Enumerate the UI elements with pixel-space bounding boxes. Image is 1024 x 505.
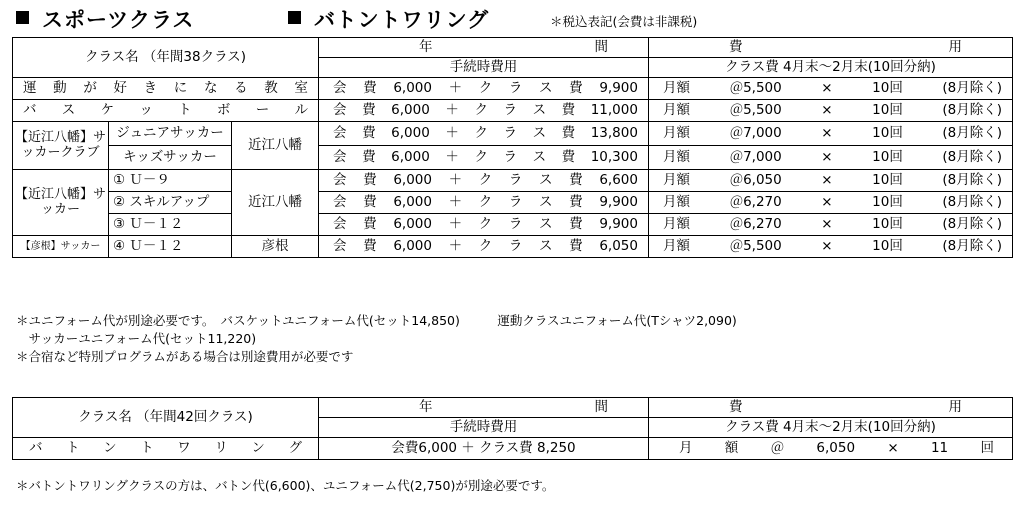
fee-part: 6,000 bbox=[393, 79, 432, 96]
monthly-part: (8月除く) bbox=[942, 215, 1002, 232]
monthly-part: (8月除く) bbox=[942, 124, 1002, 141]
fee-part: 6,050 bbox=[599, 237, 638, 254]
monthly-part: 月 bbox=[679, 439, 693, 456]
fee-part: 費 bbox=[362, 101, 376, 118]
monthly-part: 回 bbox=[980, 439, 994, 456]
class-name bbox=[13, 438, 319, 460]
class-name-char: る bbox=[234, 79, 248, 96]
monthly-part: 月額 bbox=[663, 148, 691, 165]
class-name bbox=[13, 78, 319, 100]
fee-cell bbox=[319, 214, 649, 236]
page-header bbox=[14, 4, 1014, 34]
fee-part: 会 bbox=[333, 215, 347, 232]
fee-cell bbox=[319, 100, 649, 122]
fee-part: 10,300 bbox=[590, 148, 638, 165]
fee-cell bbox=[319, 78, 649, 100]
fee-part: ス bbox=[539, 171, 553, 188]
monthly-cell bbox=[649, 192, 1013, 214]
fee-part: ク bbox=[478, 171, 493, 188]
fee-part: 費 bbox=[569, 171, 583, 188]
monthly-part: 10回 bbox=[872, 171, 903, 188]
monthly-part: ＠6,270 bbox=[729, 193, 782, 210]
fee-part: ＋ bbox=[445, 148, 459, 165]
sports-notes bbox=[16, 312, 737, 366]
monthly-cell bbox=[649, 78, 1013, 100]
monthly-part: × bbox=[821, 79, 833, 96]
class-name-char: ッ bbox=[139, 101, 153, 118]
monthly-part: (8月除く) bbox=[942, 237, 1002, 254]
class-name-char: ボ bbox=[216, 101, 231, 118]
monthly-part: ＠5,500 bbox=[729, 237, 782, 254]
fee-part: 会 bbox=[333, 193, 347, 210]
baton-fee-table bbox=[12, 397, 1013, 460]
monthly-part: × bbox=[821, 101, 833, 118]
table-row bbox=[13, 100, 1013, 122]
table-row bbox=[13, 170, 1013, 192]
fee-part: ス bbox=[539, 237, 553, 254]
fee-part: ク bbox=[478, 215, 493, 232]
monthly-part: (8月除く) bbox=[942, 148, 1002, 165]
monthly-part: × bbox=[821, 124, 833, 141]
fee-part: ク bbox=[474, 101, 488, 118]
monthly-part: ＠6,050 bbox=[729, 171, 782, 188]
fee-part: ラ bbox=[508, 215, 523, 232]
table-row bbox=[13, 146, 1013, 170]
fee-part: 11,000 bbox=[590, 101, 638, 118]
monthly-part: 月額 bbox=[663, 101, 691, 118]
fee-part: ス bbox=[532, 124, 547, 141]
fee-part: ＋ bbox=[445, 124, 459, 141]
monthly-part: 11 bbox=[930, 439, 949, 456]
fee-part: ラ bbox=[503, 148, 517, 165]
fee-part: 6,000 bbox=[391, 101, 430, 118]
fee-part: 13,800 bbox=[590, 124, 638, 141]
fee-part: 6,000 bbox=[391, 148, 430, 165]
class-name-char: 動 bbox=[53, 79, 67, 96]
monthly-part: × bbox=[821, 193, 833, 210]
monthly-part: 10回 bbox=[872, 79, 903, 96]
fee-part: 費 bbox=[569, 79, 583, 96]
monthly-cell bbox=[649, 438, 1013, 460]
place-label: 近江八幡 bbox=[232, 170, 319, 236]
monthly-part: 6,050 bbox=[816, 439, 856, 456]
fee-part: 費 bbox=[363, 237, 377, 254]
sub-class-name: ③ Ｕ－１２ bbox=[109, 214, 232, 236]
class-name-char: バ bbox=[29, 439, 43, 456]
fee-part: ＋ bbox=[445, 101, 459, 118]
fee-cell bbox=[319, 170, 649, 192]
fee-part: ス bbox=[532, 101, 547, 118]
table-row bbox=[13, 192, 1013, 214]
class-name-char: 運 bbox=[23, 79, 37, 96]
class-name-char: 室 bbox=[294, 79, 308, 96]
monthly-part: 月額 bbox=[663, 193, 691, 210]
procedure-fee-header: 手続時費用 bbox=[319, 58, 649, 78]
table-row bbox=[13, 78, 1013, 100]
class-name-char: 好 bbox=[113, 79, 127, 96]
monthly-part: 月額 bbox=[663, 215, 691, 232]
class-name-char: ー bbox=[255, 101, 270, 118]
table-row bbox=[13, 438, 1013, 460]
table-row bbox=[13, 214, 1013, 236]
sub-class-name: ② スキルアップ bbox=[109, 192, 232, 214]
note-line: サッカーユニフォーム代(セット11,220) bbox=[16, 331, 257, 346]
section-title-sports: スポーツクラス bbox=[42, 8, 195, 32]
monthly-cell bbox=[649, 146, 1013, 170]
tax-note: ＊税込表記(会費は非課税) bbox=[550, 14, 698, 29]
fee-part: ク bbox=[478, 79, 493, 96]
monthly-part: (8月除く) bbox=[942, 171, 1002, 188]
fee-part: ＋ bbox=[448, 171, 463, 188]
fee-part: ラ bbox=[508, 171, 523, 188]
class-name-char: ス bbox=[61, 101, 76, 118]
monthly-part: 月額 bbox=[663, 237, 691, 254]
annual-fee-header-right: 費 用 bbox=[649, 38, 1013, 58]
class-name-char: き bbox=[143, 79, 158, 96]
sub-class-name: ④ Ｕ－１２ bbox=[109, 236, 232, 258]
monthly-part: ＠ bbox=[770, 439, 785, 456]
fee-part: ＋ bbox=[448, 79, 463, 96]
fee-part: 会 bbox=[333, 171, 347, 188]
sub-class-name: キッズサッカー bbox=[109, 146, 232, 170]
class-name-char: ン bbox=[103, 439, 117, 456]
class-name-char: ト bbox=[178, 101, 192, 118]
fee-part: 費 bbox=[363, 171, 377, 188]
monthly-part: × bbox=[821, 148, 833, 165]
fee-part: 費 bbox=[363, 215, 377, 232]
fee-part: 会 bbox=[333, 124, 347, 141]
note-line: ＊合宿など特別プログラムがある場合は別途費用が必要です bbox=[16, 349, 354, 364]
monthly-cell bbox=[649, 170, 1013, 192]
fee-part: 費 bbox=[569, 237, 583, 254]
class-name-char: 教 bbox=[264, 79, 278, 96]
fee-part: ク bbox=[474, 124, 488, 141]
section-title-baton: バトントワリング bbox=[314, 8, 490, 32]
fee-part: ス bbox=[539, 79, 553, 96]
fee-part: 費 bbox=[561, 101, 576, 118]
fee-part: ス bbox=[539, 215, 553, 232]
monthly-part: 10回 bbox=[872, 237, 903, 254]
fee-part: ラ bbox=[503, 124, 517, 141]
class-fee-header: クラス費 4月末～2月末(10回分納) bbox=[649, 58, 1013, 78]
class-fee-header: クラス費 4月末～2月末(10回分納) bbox=[649, 418, 1013, 438]
class-name-char: ト bbox=[140, 439, 154, 456]
fee-part: ラ bbox=[508, 79, 523, 96]
col-class-name: クラス名 （年間42回クラス) bbox=[13, 398, 319, 438]
fee-part: ＋ bbox=[448, 193, 463, 210]
fee-part: ＋ bbox=[448, 215, 463, 232]
monthly-part: × bbox=[887, 439, 899, 456]
class-name bbox=[13, 100, 319, 122]
monthly-part: 10回 bbox=[872, 193, 903, 210]
monthly-part: × bbox=[821, 171, 833, 188]
fee-part: 6,600 bbox=[599, 171, 638, 188]
fee-cell bbox=[319, 122, 649, 146]
monthly-part: ＠7,000 bbox=[729, 124, 782, 141]
annual-fee-header-right: 費 用 bbox=[649, 398, 1013, 418]
annual-fee-header-left: 年 間 bbox=[319, 398, 649, 418]
monthly-part: ＠7,000 bbox=[729, 148, 782, 165]
monthly-cell bbox=[649, 100, 1013, 122]
group-label: 【彦根】サッカー bbox=[13, 236, 109, 258]
fee-part: ＋ bbox=[448, 237, 463, 254]
place-label: 彦根 bbox=[232, 236, 319, 258]
monthly-part: (8月除く) bbox=[942, 79, 1002, 96]
fee-part: ラ bbox=[503, 101, 517, 118]
square-bullet-icon bbox=[288, 11, 301, 24]
class-name-char: に bbox=[173, 79, 188, 96]
procedure-fee-header: 手続時費用 bbox=[319, 418, 649, 438]
fee-part: 費 bbox=[569, 193, 583, 210]
fee-part: 会 bbox=[333, 79, 347, 96]
fee-part: 費 bbox=[362, 124, 376, 141]
class-name-char: バ bbox=[23, 101, 37, 118]
fee-part: 6,000 bbox=[393, 171, 432, 188]
fee-part: 費 bbox=[569, 215, 583, 232]
class-name-char: ケ bbox=[100, 101, 115, 118]
fee-part: 9,900 bbox=[599, 79, 638, 96]
fee-part: ス bbox=[532, 148, 547, 165]
class-name-char: ル bbox=[294, 101, 308, 118]
monthly-part: 10回 bbox=[872, 215, 903, 232]
monthly-cell bbox=[649, 122, 1013, 146]
fee-part: 会 bbox=[333, 148, 347, 165]
fee-part: 9,900 bbox=[599, 215, 638, 232]
place-label: 近江八幡 bbox=[232, 122, 319, 170]
monthly-part: × bbox=[821, 237, 833, 254]
fee-part: 6,000 bbox=[393, 237, 432, 254]
col-class-name: クラス名 （年間38クラス) bbox=[13, 38, 319, 78]
fee-part: 会 bbox=[333, 101, 347, 118]
monthly-part: 月額 bbox=[663, 124, 691, 141]
fee-part: ラ bbox=[508, 193, 523, 210]
class-name-char: な bbox=[203, 79, 218, 96]
sports-fee-table bbox=[12, 37, 1013, 258]
fee-part: 費 bbox=[363, 79, 377, 96]
fee-part: 費 bbox=[363, 193, 377, 210]
monthly-part: ＠5,500 bbox=[729, 79, 782, 96]
class-name-char: ン bbox=[251, 439, 265, 456]
square-bullet-icon bbox=[16, 11, 29, 24]
monthly-part: 額 bbox=[724, 439, 739, 456]
fee-part: ク bbox=[478, 237, 493, 254]
monthly-part: ＠5,500 bbox=[729, 101, 782, 118]
fee-cell: 会費6,000 ＋ クラス費 8,250 bbox=[319, 438, 649, 460]
note-line: ＊ユニフォーム代が別途必要です。 バスケットユニフォーム代(セット14,850) 運動クラスユニフォーム代(Tシャツ2,090) bbox=[16, 313, 737, 328]
group-label: 【近江八幡】サッカークラブ bbox=[13, 122, 109, 170]
sub-class-name: ジュニアサッカー bbox=[109, 122, 232, 146]
table-row bbox=[13, 236, 1013, 258]
fee-part: 6,000 bbox=[393, 193, 432, 210]
note-line: ＊バトントワリングクラスの方は、バトン代(6,600)、ユニフォーム代(2,750)が別途必要です。 bbox=[16, 478, 555, 493]
monthly-part: (8月除く) bbox=[942, 101, 1002, 118]
fee-part: 費 bbox=[362, 148, 376, 165]
table-row bbox=[13, 122, 1013, 146]
class-name-char: グ bbox=[288, 439, 302, 456]
monthly-part: × bbox=[821, 215, 833, 232]
fee-cell bbox=[319, 146, 649, 170]
fee-part: 9,900 bbox=[599, 193, 638, 210]
fee-part: 費 bbox=[561, 148, 576, 165]
fee-part: ク bbox=[474, 148, 488, 165]
monthly-part: 10回 bbox=[872, 148, 903, 165]
fee-part: ク bbox=[478, 193, 493, 210]
monthly-part: 月額 bbox=[663, 171, 691, 188]
class-name-char: リ bbox=[214, 439, 228, 456]
monthly-part: (8月除く) bbox=[942, 193, 1002, 210]
class-name-char: が bbox=[83, 79, 97, 96]
class-name-char: ト bbox=[66, 439, 80, 456]
class-name-char: ワ bbox=[177, 439, 191, 456]
baton-notes bbox=[16, 477, 554, 495]
fee-part: ス bbox=[539, 193, 553, 210]
monthly-part: ＠6,270 bbox=[729, 215, 782, 232]
fee-cell bbox=[319, 236, 649, 258]
fee-part: ラ bbox=[508, 237, 523, 254]
monthly-part: 月額 bbox=[663, 79, 691, 96]
fee-part: 費 bbox=[561, 124, 576, 141]
monthly-part: 10回 bbox=[872, 101, 903, 118]
fee-part: 会 bbox=[333, 237, 347, 254]
fee-part: 6,000 bbox=[391, 124, 430, 141]
group-label: 【近江八幡】サッカー bbox=[13, 170, 109, 236]
fee-cell bbox=[319, 192, 649, 214]
monthly-cell bbox=[649, 214, 1013, 236]
monthly-part: 10回 bbox=[872, 124, 903, 141]
fee-part: 6,000 bbox=[393, 215, 432, 232]
sub-class-name: ① Ｕ－９ bbox=[109, 170, 232, 192]
monthly-cell bbox=[649, 236, 1013, 258]
annual-fee-header-left: 年 間 bbox=[319, 38, 649, 58]
